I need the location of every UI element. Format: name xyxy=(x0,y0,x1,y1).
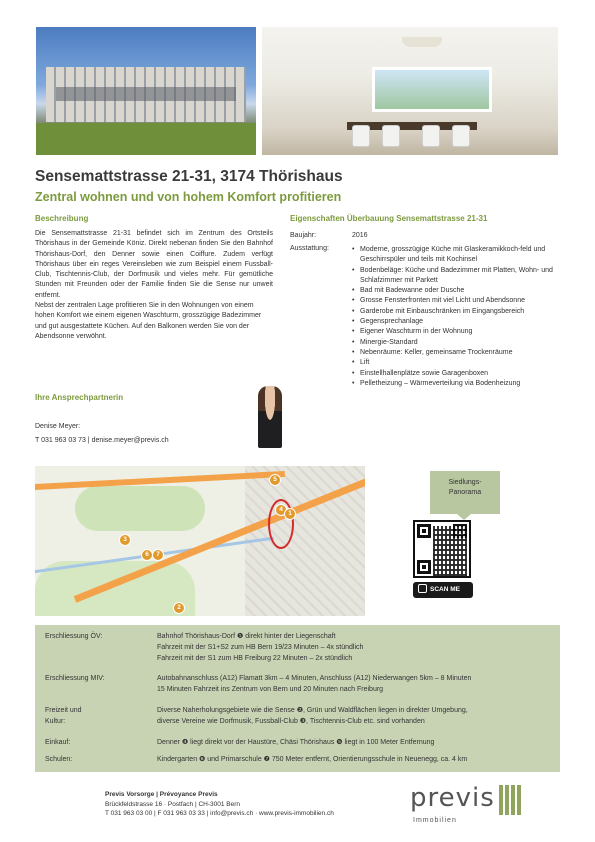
properties-list xyxy=(290,232,580,395)
previs-logo-subtitle: Immobilien xyxy=(413,817,457,824)
chair xyxy=(382,125,400,147)
map-marker: 5 xyxy=(269,474,281,486)
building-photo xyxy=(36,27,256,155)
infrastructure-table xyxy=(35,625,560,772)
ceiling-lamp xyxy=(402,37,442,47)
contact-heading: Ihre Ansprechpartnerin xyxy=(35,393,124,402)
qr-modules xyxy=(433,526,467,576)
description-heading: Beschreibung xyxy=(35,214,89,223)
chair xyxy=(352,125,370,147)
location-map xyxy=(35,466,365,616)
panorama-label-line-2: Panorama xyxy=(448,489,482,496)
year-row xyxy=(290,232,580,239)
feature-item: • Garderobe mit Einbauschränken im Eingangsbereich xyxy=(352,307,580,317)
contact-portrait xyxy=(258,386,282,448)
scan-icon xyxy=(418,584,427,593)
feature-item: • Gegensprechanlage xyxy=(352,317,580,327)
page-subtitle: Zentral wohnen und von hohem Komfort profitieren xyxy=(35,190,342,204)
row-label: Erschliessung ÖV: xyxy=(45,633,103,640)
footer-company: Previs Vorsorge | Prévoyance Previs xyxy=(105,791,218,798)
feature-item: • Einstellhallenplätze sowie Garagenboxen xyxy=(352,369,580,379)
features-row xyxy=(290,245,580,389)
features-label: Ausstattung: xyxy=(290,245,329,252)
footer xyxy=(105,790,334,819)
feature-item: • Bodenbeläge: Küche und Badezimmer mit Platten, Wohn- und Schlafzimmer mit Parkett xyxy=(352,266,580,287)
row-value: Denner ❹ liegt direkt vor der Haustüre, Chäsi Thörishaus ❺ liegt in 100 Meter Entfernung xyxy=(157,739,435,746)
feature-item: • Lift xyxy=(352,358,580,368)
feature-item: • Moderne, grosszügige Küche mit Glaskeramikkoch-feld und Geschirrspüler und teils mit Kochinsel xyxy=(352,245,580,266)
building-balconies xyxy=(56,87,236,101)
feature-item: • Pelletheizung – Wärmeverteilung via Bodenheizung xyxy=(352,379,580,389)
lawn xyxy=(36,123,256,155)
year-label: Baujahr: xyxy=(290,232,317,239)
description-paragraph-1: Die Sensemattstrasse 21-31 befindet sich im Zentrum des Ortsteils Thörishaus in der Gemeinde Köniz. Direkt nebenan finden Sie den Bahnhof Thörishaus-Dorf, den Denner sowie einen Coiffure. Zudem verfügt Thörishaus über ein reges Vereinsleben wie zum Beispiel einem Fussball-Club, Tischtennis-Club, der Dorfmusik und vieles mehr. Für gemütliche Stunden mit Freunden oder der Familie finden Sie die Sense nur unweit entfernt. xyxy=(35,230,273,299)
row-label: Freizeit und Kultur: xyxy=(45,707,82,725)
feature-item: • Nebenräume: Keller, gemeinsame Trockenräume xyxy=(352,348,580,358)
footer-address: Brückfeldstrasse 16 · Postfach | CH-3001 Bern xyxy=(105,800,240,808)
feature-item: • Bad mit Badewanne oder Dusche xyxy=(352,286,580,296)
chair xyxy=(422,125,440,147)
qr-finder xyxy=(417,560,431,574)
map-marker: 7 xyxy=(152,549,164,561)
description-paragraph-2: Nebst der zentralen Lage profitieren Sie in den Wohnungen von einem hohen Komfort wie einem eigenen Waschturm, grosszügige Badezimmer und gut ausgestattete Küchen. Auf den Balkonen werden Sie von der Abendsonne verwöhnt. xyxy=(35,302,262,340)
panorama-label-line-1: Siedlungs- xyxy=(448,479,482,486)
map-marker: 3 xyxy=(119,534,131,546)
feature-item: • Eigener Waschturm in der Wohnung xyxy=(352,327,580,337)
row-label: Erschliessung MIV: xyxy=(45,675,105,682)
interior-photo xyxy=(262,27,558,155)
year-value: 2016 xyxy=(352,232,368,239)
map-marker: 2 xyxy=(173,602,185,614)
panorama-label xyxy=(430,471,500,514)
map-marker: 6 xyxy=(141,549,153,561)
qr-finder xyxy=(417,524,431,538)
qr-code[interactable] xyxy=(413,520,471,578)
map-marker: 4 xyxy=(275,504,287,516)
scan-me-button[interactable] xyxy=(413,582,473,598)
contact-details[interactable]: T 031 963 03 73 | denise.meyer@previs.ch xyxy=(35,437,169,444)
contact-name: Denise Meyer: xyxy=(35,423,81,430)
description-text xyxy=(35,229,273,342)
previs-logo-mark xyxy=(499,785,521,815)
row-value: Bahnhof Thörishaus-Dorf ❶ direkt hinter der Liegenschaft Fahrzeit mit der S1+S2 zum HB Bern 19/23 Minuten – 4x stündlich Fahrzeit mit der S1 zum HB Freiburg 22 Minuten – 2x stündlich xyxy=(157,633,364,662)
window xyxy=(372,67,492,112)
previs-logo: previs xyxy=(410,783,495,813)
forest-area xyxy=(75,486,205,531)
scan-me-label: SCAN ME xyxy=(430,586,460,593)
feature-item: • Grosse Fensterfronten mit viel Licht und Abendsonne xyxy=(352,296,580,306)
footer-contact[interactable]: T 031 963 03 00 | F 031 963 03 33 | info@previs.ch · www.previs-immobilien.ch xyxy=(105,810,334,817)
feature-item: • Minergie-Standard xyxy=(352,338,580,348)
chair xyxy=(452,125,470,147)
row-label: Einkauf: xyxy=(45,739,71,746)
map-marker: 1 xyxy=(284,508,296,520)
row-label: Schulen: xyxy=(45,756,73,763)
row-value: Diverse Naherholungsgebiete wie die Sense ❷, Grün und Waldflächen liegen in direkter Umgebung, diverse Vereine wie Dorfmusik, Fussball-Club ❸, Tischtennis-Club etc. sind vorhanden xyxy=(157,707,468,725)
row-value: Kindergarten ❻ und Primarschule ❼ 750 Meter entfernt, Orientierungsschule in Neuenegg, ca. 4 km xyxy=(157,756,468,763)
page-title: Sensemattstrasse 21-31, 3174 Thörishaus xyxy=(35,168,343,185)
features-list xyxy=(352,245,580,389)
row-value: Autobahnanschluss (A12) Flamatt 3km – 4 Minuten, Anschluss (A12) Niederwangen 5km – 8 Minuten 15 Minuten Fahrzeit ins Zentrum von Bern und 20 Minuten nach Freiburg xyxy=(157,675,472,693)
properties-heading: Eigenschaften Überbauung Sensemattstrasse 21-31 xyxy=(290,214,488,223)
